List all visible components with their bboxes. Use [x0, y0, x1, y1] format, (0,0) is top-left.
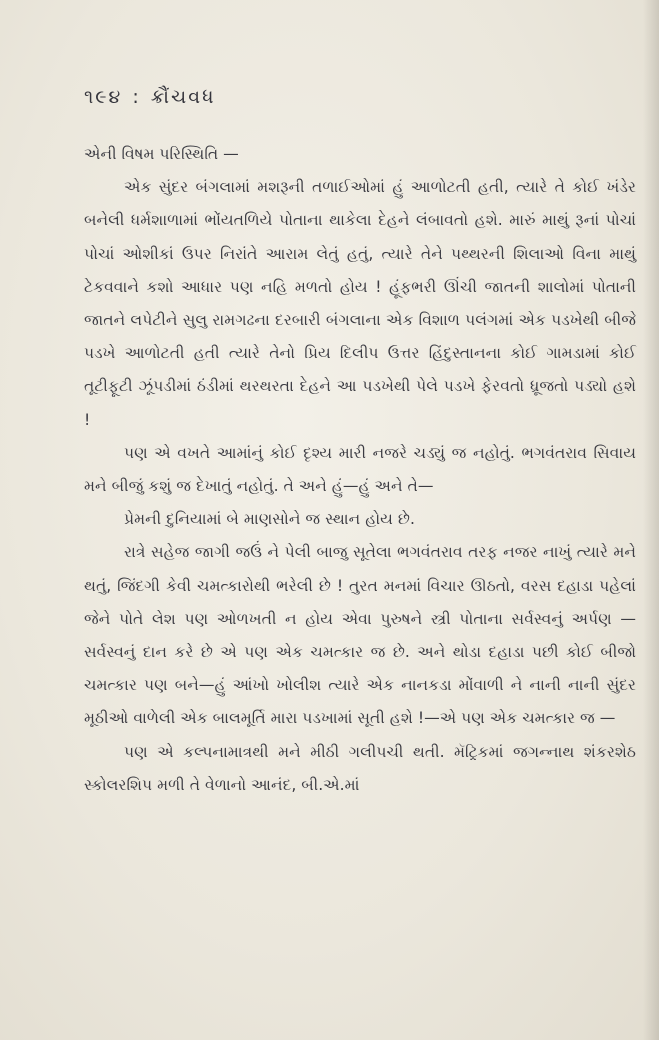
book-title: ક્રૌંચવધ — [150, 86, 216, 108]
paragraph: રાત્રે સહેજ જાગી જઉં ને પેલી બાજુ સૂતેલા ભગવંતરાવ તરફ નજર નાખું ત્યારે મને થતું, જિંદગી કેવી ચમત્કારોથી ભરેલી છે ! તુરત મનમાં વિચાર ઊઠતો, વરસ દહાડા પહેલાં જેને પોતે લેશ પણ ઓળખતી ન હોય એવા પુરુષને સ્ત્રી પોતાના સર્વસ્વનું અર્પણ —સર્વસ્વનું દાન કરે છે એ પણ એક ચમત્કાર જ છે. અને થોડા દહાડા પછી કોઈ બીજો ચમત્કાર પણ બને—હું આંખો ખોલીશ ત્યારે એક નાનકડા મોંવાળી ને નાની નાની સુંદર મૂઠીઓ વાળેલી એક બાલમૂર્તિ મારા પડખામાં સૂતી હશે !—એ પણ એક ચમત્કાર જ — — [84, 543, 636, 728]
paragraph: પણ એ કલ્પનામાત્રથી મને મીઠી ગલીપચી થતી. મૅટ્રિકમાં જગન્નાથ શંકરશેઠ સ્કોલરશિપ મળી તે વેળાનો આનંદ, બી.એ.માં — [84, 742, 636, 794]
paragraph: પ્રેમની દુનિયામાં બે માણસોને જ સ્થાન હોય છે. — [124, 510, 415, 529]
page-header — [84, 86, 215, 108]
page-edge-shadow — [643, 0, 659, 1040]
paragraph: એની વિષમ પરિસ્થિતિ — — [84, 145, 239, 163]
paragraph: પણ એ વખતે આમાંનું કોઈ દૃશ્ય મારી નજરે ચડ્યું જ નહોતું. ભગવંતરાવ સિવાય મને બીજું કશું જ દેખાતું નહોતું. તે અને હું—હું અને તે— — [84, 443, 636, 496]
page-number: ૧૯૪ — [84, 86, 123, 108]
page-body — [84, 138, 636, 802]
paragraph: એક સુંદર બંગલામાં મશરૂની તળાઈઓમાં હું આળોટતી હતી, ત્યારે તે કોઈ ખંડેર બનેલી ધર્મશાળામાં ભોંયતળિયે પોતાના થાકેલા દેહને લંબાવતો હશે. મારું માથું રૂનાં પોચાં પોચાં ઓશીકાં ઉપર નિરાંતે આરામ લેતું હતું, ત્યારે તેને પથ્થરની શિલાઓ વિના માથું ટેકવવાને કશો આધાર પણ નહિ મળતો હોય ! હૂંફભરી ઊંચી જાતની શાલોમાં પોતાની જાતને લપેટીને સુલુ રામગઢના દરબારી બંગલાના એક વિશાળ પલંગમાં એક પડખેથી બીજે પડખે આળોટતી હતી ત્યારે તેનો પ્રિય દિલીપ ઉત્તર હિંદુસ્તાનના કોઈ ગામડામાં કોઈ તૂટીફૂટી ઝૂંપડીમાં ઠંડીમાં થરથરતા દેહને આ પડખેથી પેલે પડખે ફેરવતો ધ્રૂજતો પડ્યો હશે ! — [84, 178, 636, 429]
header-separator: : — [132, 86, 141, 108]
